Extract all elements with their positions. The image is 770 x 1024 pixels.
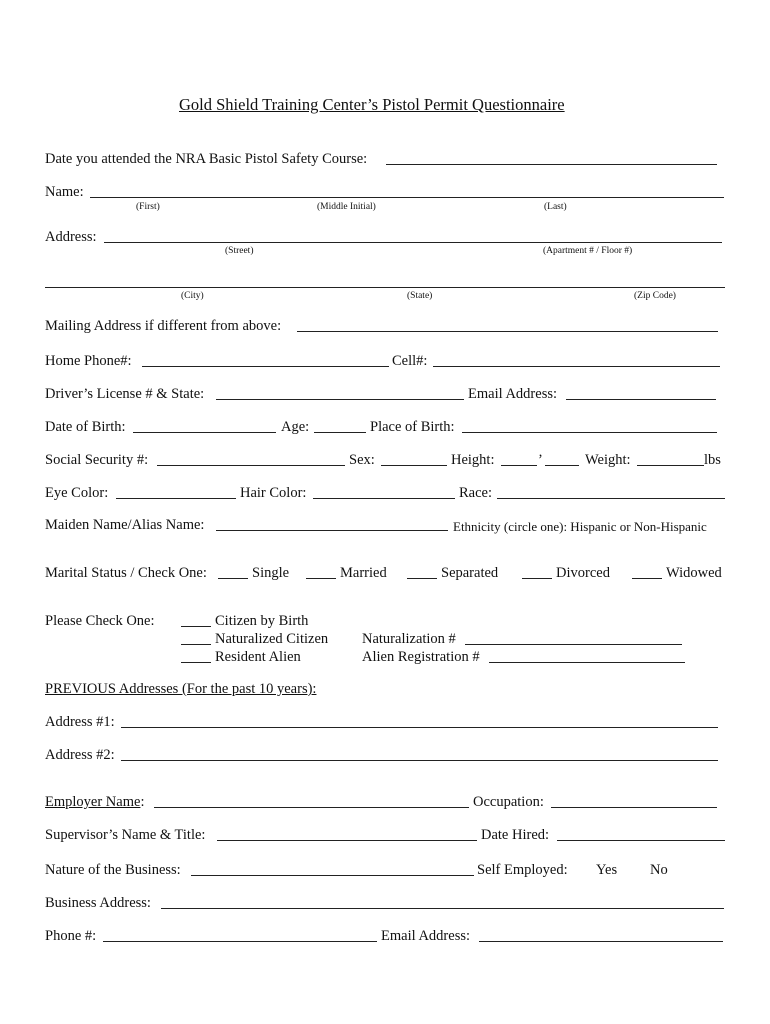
address-label: Address: <box>45 229 97 245</box>
marital-widowed-checkbox[interactable] <box>632 578 662 579</box>
name-last-caption: (Last) <box>544 202 567 212</box>
name-field[interactable] <box>90 197 724 198</box>
sex-field[interactable] <box>381 465 447 466</box>
mailing-address-label: Mailing Address if different from above: <box>45 318 282 334</box>
date-of-birth-field[interactable] <box>133 432 276 433</box>
marital-divorced-label: Divorced <box>556 565 610 581</box>
date-of-birth-label: Date of Birth: <box>45 419 126 435</box>
eye-color-label: Eye Color: <box>45 485 109 501</box>
name-first-caption: (First) <box>136 202 160 212</box>
business-address-label: Business Address: <box>45 895 151 911</box>
address-zip-caption: (Zip Code) <box>634 291 676 301</box>
date-hired-field[interactable] <box>557 840 725 841</box>
citizen-by-birth-label: Citizen by Birth <box>215 613 309 629</box>
occupation-field[interactable] <box>551 807 717 808</box>
address-2-field[interactable] <box>121 760 718 761</box>
height-feet-mark: ’ <box>538 452 543 468</box>
marital-separated-label: Separated <box>441 565 499 581</box>
employer-name-field[interactable] <box>154 807 469 808</box>
occupation-label: Occupation: <box>473 794 544 810</box>
mailing-address-field[interactable] <box>297 331 718 332</box>
address-2-label: Address #2: <box>45 747 115 763</box>
address-state-caption: (State) <box>407 291 433 301</box>
marital-separated-checkbox[interactable] <box>407 578 437 579</box>
address-city-caption: (City) <box>181 291 204 301</box>
employer-name-colon: : <box>140 794 145 810</box>
self-employed-no-option[interactable]: No <box>650 862 668 878</box>
form-title: Gold Shield Training Center’s Pistol Permit Questionnaire <box>179 95 565 114</box>
citizen-by-birth-checkbox[interactable] <box>181 626 211 627</box>
race-field[interactable] <box>497 498 725 499</box>
employer-name-label <box>45 794 144 811</box>
drivers-license-label: Driver’s License # & State: <box>45 386 205 402</box>
height-feet-field[interactable] <box>501 465 537 466</box>
self-employed-yes-option[interactable]: Yes <box>596 862 618 878</box>
address-1-field[interactable] <box>121 727 718 728</box>
cell-field[interactable] <box>433 366 720 367</box>
address-city-state-zip-field[interactable] <box>45 287 725 288</box>
phone-label: Phone #: <box>45 928 97 944</box>
alien-registration-field[interactable] <box>489 662 685 663</box>
date-hired-label: Date Hired: <box>481 827 550 843</box>
nra-course-label: Date you attended the NRA Basic Pistol Safety Course: <box>45 151 368 167</box>
email-address-2-label: Email Address: <box>381 928 471 944</box>
address-1-label: Address #1: <box>45 714 115 730</box>
hair-color-label: Hair Color: <box>240 485 307 501</box>
supervisor-label: Supervisor’s Name & Title: <box>45 827 206 843</box>
height-label: Height: <box>451 452 495 468</box>
social-security-label: Social Security #: <box>45 452 149 468</box>
maiden-name-field[interactable] <box>216 530 448 531</box>
marital-single-label: Single <box>252 565 290 581</box>
drivers-license-field[interactable] <box>216 399 464 400</box>
naturalized-citizen-label: Naturalized Citizen <box>215 631 329 647</box>
resident-alien-label: Resident Alien <box>215 649 301 665</box>
home-phone-label: Home Phone#: <box>45 353 132 369</box>
business-address-field[interactable] <box>161 908 724 909</box>
resident-alien-checkbox[interactable] <box>181 662 211 663</box>
please-check-one-label: Please Check One: <box>45 613 155 629</box>
supervisor-field[interactable] <box>217 840 477 841</box>
social-security-field[interactable] <box>157 465 345 466</box>
alien-registration-label: Alien Registration # <box>362 649 480 665</box>
hair-color-field[interactable] <box>313 498 455 499</box>
marital-widowed-label: Widowed <box>666 565 722 581</box>
age-field[interactable] <box>314 432 366 433</box>
address-apartment-caption: (Apartment # / Floor #) <box>543 246 633 256</box>
cell-label: Cell#: <box>392 353 428 369</box>
marital-married-label: Married <box>340 565 387 581</box>
maiden-name-label: Maiden Name/Alias Name: <box>45 517 205 533</box>
previous-addresses-heading: PREVIOUS Addresses (For the past 10 years): <box>45 681 317 697</box>
self-employed-label: Self Employed: <box>477 862 568 878</box>
address-street-caption: (Street) <box>225 246 254 256</box>
home-phone-field[interactable] <box>142 366 389 367</box>
marital-divorced-checkbox[interactable] <box>522 578 552 579</box>
weight-label: Weight: <box>585 452 631 468</box>
age-label: Age: <box>281 419 310 435</box>
weight-unit: lbs <box>704 452 721 468</box>
place-of-birth-label: Place of Birth: <box>370 419 455 435</box>
ethnicity-label[interactable]: Ethnicity (circle one): Hispanic or Non-Hispanic <box>453 519 707 534</box>
eye-color-field[interactable] <box>116 498 236 499</box>
naturalized-citizen-checkbox[interactable] <box>181 644 211 645</box>
email-address-2-field[interactable] <box>479 941 723 942</box>
nature-of-business-label: Nature of the Business: <box>45 862 181 878</box>
weight-field[interactable] <box>637 465 704 466</box>
naturalization-number-label: Naturalization # <box>362 631 456 647</box>
email-address-field[interactable] <box>566 399 716 400</box>
name-middle-caption: (Middle Initial) <box>317 202 376 212</box>
marital-status-label: Marital Status / Check One: <box>45 565 207 581</box>
place-of-birth-field[interactable] <box>462 432 717 433</box>
address-street-field[interactable] <box>104 242 722 243</box>
height-inches-field[interactable] <box>545 465 579 466</box>
race-label: Race: <box>459 485 493 501</box>
nra-course-date-field[interactable] <box>386 164 717 165</box>
nature-of-business-field[interactable] <box>191 875 474 876</box>
marital-married-checkbox[interactable] <box>306 578 336 579</box>
marital-single-checkbox[interactable] <box>218 578 248 579</box>
phone-field[interactable] <box>103 941 377 942</box>
employer-name-text: Employer Name <box>45 794 141 810</box>
naturalization-number-field[interactable] <box>465 644 682 645</box>
name-label: Name: <box>45 184 84 200</box>
email-address-label: Email Address: <box>468 386 558 402</box>
sex-label: Sex: <box>349 452 375 468</box>
